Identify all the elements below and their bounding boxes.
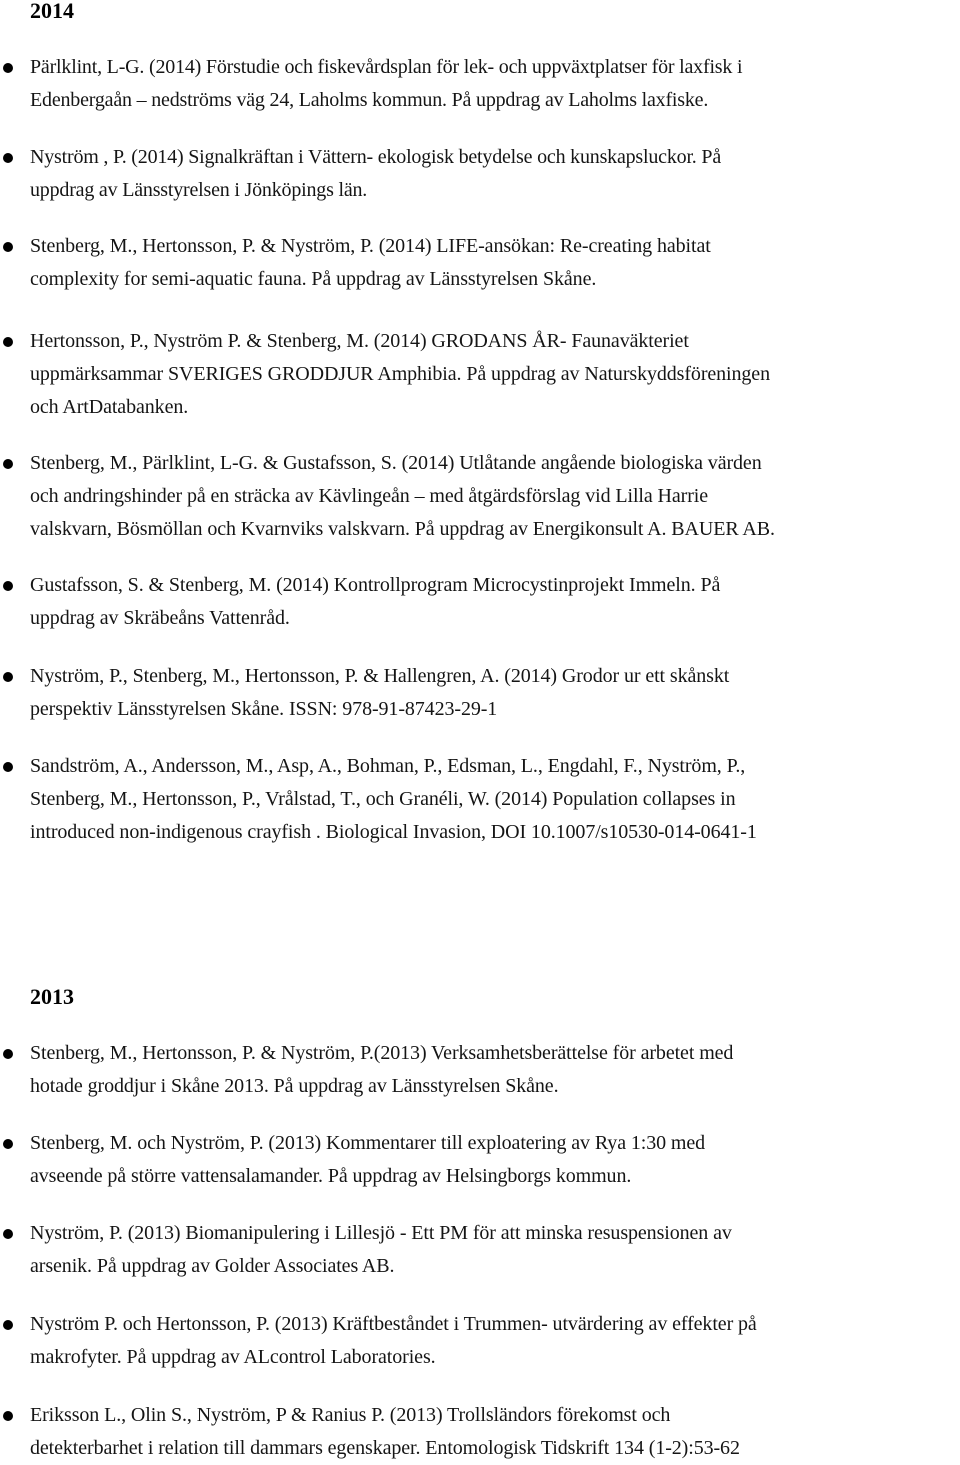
reference-line: perspektiv Länsstyrelsen Skåne. ISSN: 978-91-87423-29-1	[30, 698, 498, 720]
reference-line: avseende på större vattensalamander. På uppdrag av Helsingborgs kommun.	[30, 1165, 632, 1187]
reference-line: Eriksson L., Olin S., Nyström, P & Ranius P. (2013) Trollsländors förekomst och	[30, 1404, 671, 1426]
reference-item	[30, 447, 958, 546]
reference-item	[30, 1217, 958, 1283]
bullet-icon	[3, 672, 13, 682]
bullet-icon	[3, 337, 13, 347]
reference-line: hotade groddjur i Skåne 2013. På uppdrag av Länsstyrelsen Skåne.	[30, 1075, 559, 1097]
reference-item	[30, 230, 958, 296]
bullet-icon	[3, 1229, 13, 1239]
reference-line: Stenberg, M., Hertonsson, P. & Nyström, P. (2014) LIFE-ansökan: Re-creating habitat	[30, 235, 711, 257]
bullet-icon	[3, 1049, 13, 1059]
reference-item	[30, 1308, 958, 1374]
bullet-icon	[3, 153, 13, 163]
reference-line: uppmärksammar SVERIGES GRODDJUR Amphibia. På uppdrag av Naturskyddsföreningen	[30, 363, 770, 385]
bullet-icon	[3, 63, 13, 73]
bullet-icon	[3, 242, 13, 252]
reference-line: Stenberg, M., Pärlklint, L-G. & Gustafsson, S. (2014) Utlåtande angående biologiska värden	[30, 452, 762, 474]
reference-line: och andringshinder på en sträcka av Kävlingeån – med åtgärdsförslag vid Lilla Harrie	[30, 485, 709, 507]
bullet-icon	[3, 1320, 13, 1330]
reference-line: Hertonsson, P., Nyström P. & Stenberg, M. (2014) GRODANS ÅR- Faunaväkteriet	[30, 330, 689, 352]
reference-line: Stenberg, M. och Nyström, P. (2013) Kommentarer till exploatering av Rya 1:30 med	[30, 1132, 706, 1154]
reference-line: Stenberg, M., Hertonsson, P. & Nyström, P.(2013) Verksamhetsberättelse för arbetet med	[30, 1042, 734, 1064]
bullet-icon	[3, 459, 13, 469]
reference-line: arsenik. På uppdrag av Golder Associates AB.	[30, 1255, 395, 1277]
reference-line: makrofyter. På uppdrag av ALcontrol Laboratories.	[30, 1346, 436, 1368]
reference-line: Nyström, P. (2013) Biomanipulering i Lillesjö - Ett PM för att minska resuspensionen av	[30, 1222, 732, 1244]
reference-line: Pärlklint, L-G. (2014) Förstudie och fiskevårdsplan för lek- och uppväxtplatser för laxfisk i	[30, 56, 743, 78]
reference-item	[30, 51, 958, 117]
reference-item	[30, 1037, 958, 1103]
reference-line: detekterbarhet i relation till dammars egenskaper. Entomologisk Tidskrift 134 (1-2):53-62	[30, 1437, 740, 1459]
reference-item	[30, 1127, 958, 1193]
bullet-icon	[3, 581, 13, 591]
year-heading-2013: 2013	[30, 984, 74, 1009]
year-heading-2014: 2014	[30, 0, 74, 23]
reference-line: uppdrag av Länsstyrelsen i Jönköpings län.	[30, 179, 368, 201]
reference-item	[30, 1399, 958, 1465]
reference-item	[30, 141, 958, 207]
reference-line: introduced non-indigenous crayfish . Biological Invasion, DOI 10.1007/s10530-014-0641-1	[30, 821, 757, 843]
reference-line: Edenbergaån – nedströms väg 24, Laholms kommun. På uppdrag av Laholms laxfiske.	[30, 89, 709, 111]
reference-item	[30, 750, 958, 849]
reference-line: valskvarn, Bösmöllan och Kvarnviks valskvarn. På uppdrag av Energikonsult A. BAUER AB.	[30, 518, 775, 540]
reference-line: uppdrag av Skräbeåns Vattenråd.	[30, 607, 290, 629]
reference-line: Nyström P. och Hertonsson, P. (2013) Kräftbeståndet i Trummen- utvärdering av effekter på	[30, 1313, 757, 1335]
bullet-icon	[3, 1139, 13, 1149]
reference-item	[30, 325, 958, 424]
reference-line: Stenberg, M., Hertonsson, P., Vrålstad, T., och Granéli, W. (2014) Population collapses in	[30, 788, 736, 810]
reference-line: Gustafsson, S. & Stenberg, M. (2014) Kontrollprogram Microcystinprojekt Immeln. På	[30, 574, 721, 596]
reference-item	[30, 660, 958, 726]
reference-line: och ArtDatabanken.	[30, 396, 189, 418]
reference-line: Nyström, P., Stenberg, M., Hertonsson, P. & Hallengren, A. (2014) Grodor ur ett skånskt	[30, 665, 730, 687]
reference-line: Sandström, A., Andersson, M., Asp, A., Bohman, P., Edsman, L., Engdahl, F., Nyström, P.,	[30, 755, 746, 777]
reference-line: complexity for semi-aquatic fauna. På uppdrag av Länsstyrelsen Skåne.	[30, 268, 597, 290]
bullet-icon	[3, 1411, 13, 1421]
reference-line: Nyström , P. (2014) Signalkräftan i Vättern- ekologisk betydelse och kunskapsluckor. På	[30, 146, 722, 168]
bullet-icon	[3, 762, 13, 772]
reference-item	[30, 569, 958, 635]
